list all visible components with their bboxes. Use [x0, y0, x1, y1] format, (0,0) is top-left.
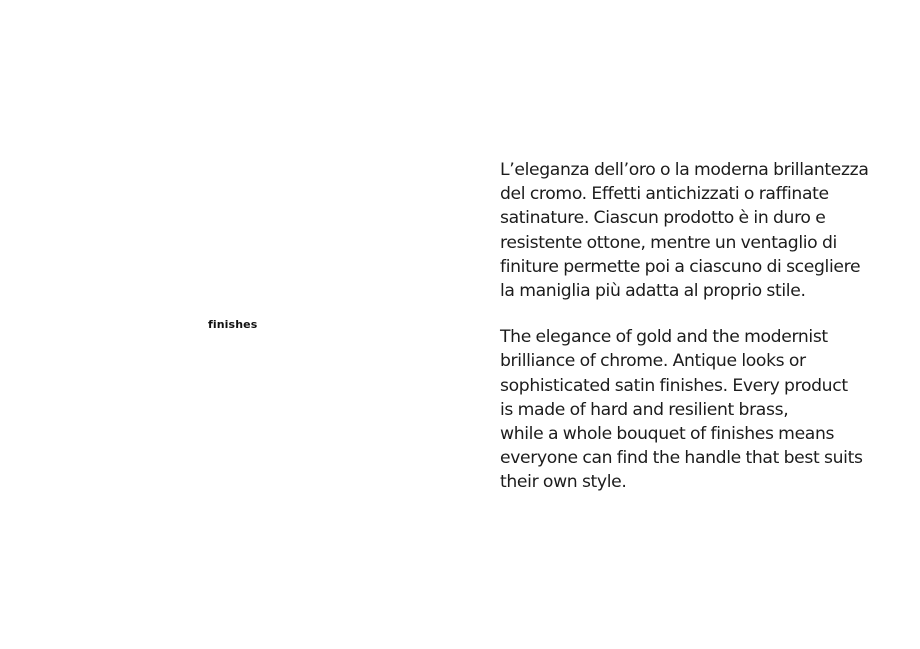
- italian-paragraph: [500, 158, 905, 303]
- english-line: The elegance of gold and the modernist: [500, 327, 828, 348]
- english-paragraph: [500, 325, 905, 494]
- english-line: brilliance of chrome. Antique looks or: [500, 351, 806, 372]
- italian-line: finiture permette poi a ciascuno di scegliere: [500, 256, 861, 277]
- italian-line: del cromo. Effetti antichizzati o raffinate: [500, 184, 829, 205]
- italian-line: la maniglia più adatta al proprio stile.: [500, 281, 806, 302]
- english-line: is made of hard and resilient brass,: [500, 399, 789, 420]
- english-line: while a whole bouquet of finishes means: [500, 424, 835, 445]
- italian-line: satinature. Ciascun prodotto è in duro e: [500, 208, 826, 229]
- section-label: finishes: [208, 318, 258, 331]
- italian-line: resistente ottone, mentre un ventaglio di: [500, 232, 837, 253]
- english-line: everyone can find the handle that best suits: [500, 448, 863, 469]
- text-column: [500, 158, 905, 495]
- english-line: sophisticated satin finishes. Every product: [500, 375, 848, 396]
- english-line: their own style.: [500, 472, 627, 493]
- italian-line: L’eleganza dell’oro o la moderna brillantezza: [500, 160, 869, 180]
